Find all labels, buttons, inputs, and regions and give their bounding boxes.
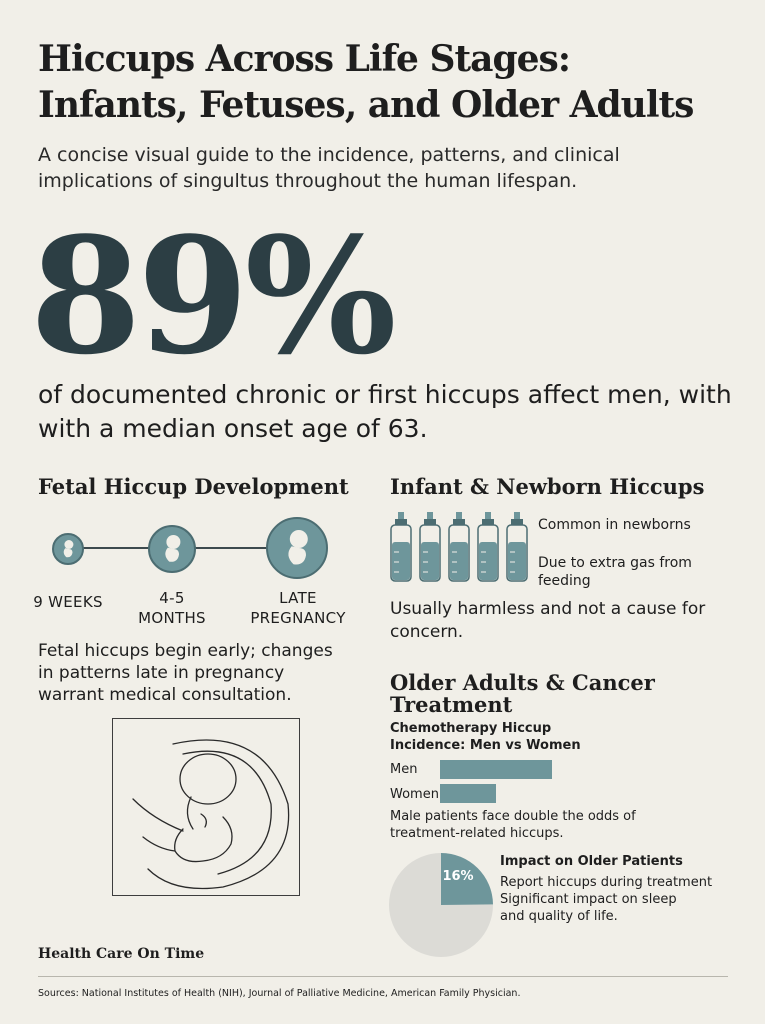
stage-label-9-weeks: 9 WEEKS [33,593,103,611]
stage-label-late-pregnancy: LATE PREGNANCY [250,589,346,627]
infant-section-title: Infant & Newborn Hiccups [390,474,705,499]
baby-bottle-icon [448,512,470,582]
page-subtitle: A concise visual guide to the incidence, patterns, and clinical implications of singultus throughout the human lifespan. [38,144,620,192]
baby-bottle-icon [477,512,499,582]
page-title [38,36,738,128]
title-line-1: Hiccups Across Life Stages: [38,38,571,80]
baby-bottle-icon [419,512,441,582]
pie-chart [388,852,494,958]
footer-divider [38,976,728,977]
fetal-note: Fetal hiccups begin early; changes in patterns late in pregnancy warrant medical consultation. [38,641,333,705]
bar-label-men: Men [390,762,418,777]
impact-text: Report hiccups during treatment Significant impact on sleep and quality of life. [500,875,713,924]
infant-bullet-1: Common in newborns [538,517,691,533]
infant-bullet-2: Due to extra gas from feeding [538,555,692,589]
older-note: Male patients face double the odds of treatment-related hiccups. [390,809,636,841]
footer-sources: Sources: National Institutes of Health (NIH), Journal of Palliative Medicine, American Family Physician. [38,988,521,999]
fetus-icon [52,533,84,565]
hero-stat: 89% [30,202,393,390]
bar-men [440,760,552,779]
bar-label-women: Women [390,787,439,802]
infant-note: Usually harmless and not a cause for concern. [390,599,706,642]
impact-title: Impact on Older Patients [500,854,683,869]
bar-women [440,784,496,803]
title-line-2: Infants, Fetuses, and Older Adults [38,84,694,126]
baby-bottle-icon [506,512,528,582]
pie-label: 16% [442,869,474,884]
bottle-row [390,512,528,582]
bar-chart-title: Chemotherapy Hiccup Incidence: Men vs Women [390,721,581,753]
stage-label-4-5-months: 4-5 MONTHS [138,589,206,627]
footer-brand: Health Care On Time [38,946,205,962]
fetal-section-title: Fetal Hiccup Development [38,474,349,499]
baby-bottle-icon [390,512,412,582]
fetus-icon [148,525,196,573]
fetus-icon [266,517,328,579]
fetus-illustration [112,718,300,896]
older-section-title: Older Adults & Cancer Treatment [390,670,655,717]
hero-description: of documented chronic or first hiccups affect men, with with a median onset age of 63. [38,380,732,443]
